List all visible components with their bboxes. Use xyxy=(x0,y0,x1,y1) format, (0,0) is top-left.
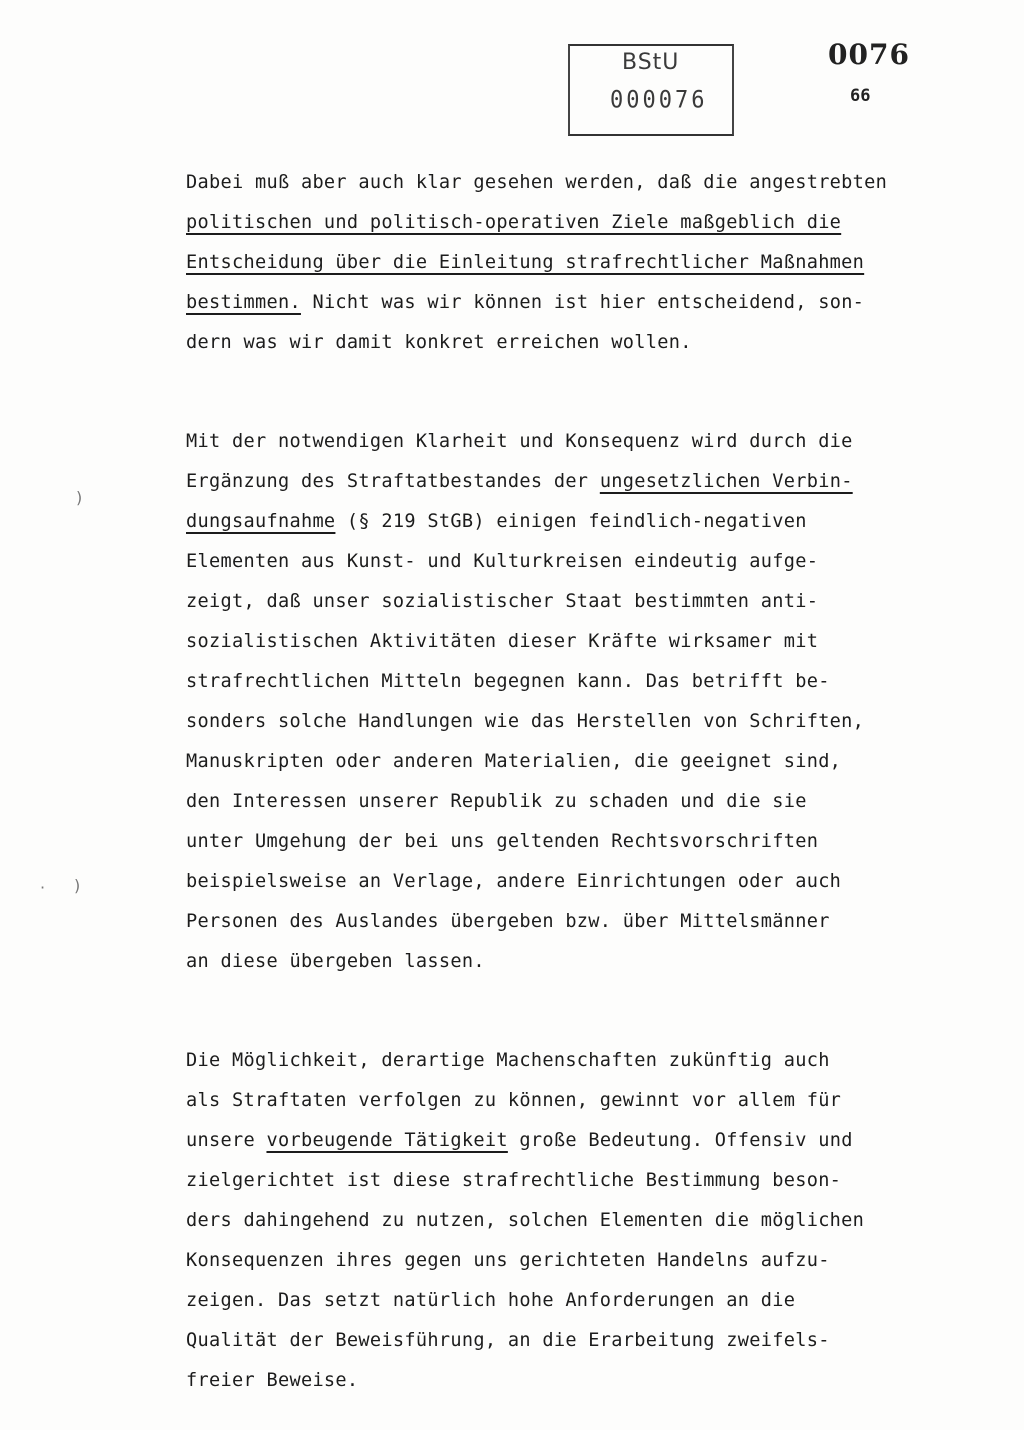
text-segment: an diese übergeben lassen. xyxy=(186,951,485,972)
text-segment: als Straftaten verfolgen zu können, gewinnt vor allem für xyxy=(186,1090,842,1111)
text-line xyxy=(186,1041,946,1081)
text-line xyxy=(186,782,946,822)
margin-dot-mark: · xyxy=(40,878,46,897)
underlined-text: Entscheidung über die Einleitung strafrechtlicher Maßnahmen xyxy=(186,252,865,273)
text-segment: Personen des Auslandes übergeben bzw. über Mittelsmänner xyxy=(186,911,830,932)
text-segment: Mit der notwendigen Klarheit und Konsequenz wird durch die xyxy=(186,431,853,452)
text-line xyxy=(186,1281,946,1321)
text-line xyxy=(186,1361,946,1401)
text-segment: beispielsweise an Verlage, andere Einrichtungen oder auch xyxy=(186,871,842,892)
text-segment: sozialistischen Aktivitäten dieser Kräfte wirksamer mit xyxy=(186,631,819,652)
text-segment: zielgerichtet ist diese strafrechtliche Bestimmung beson- xyxy=(186,1170,842,1191)
text-segment: große Bedeutung. Offensiv und xyxy=(507,1130,853,1151)
text-line xyxy=(186,1081,946,1121)
page-number: 66 xyxy=(850,86,871,106)
text-segment: zeigt, daß unser sozialistischer Staat bestimmten anti- xyxy=(186,591,819,612)
text-segment: Elementen aus Kunst- und Kulturkreisen eindeutig aufge- xyxy=(186,551,819,572)
text-line xyxy=(186,422,946,462)
text-line xyxy=(186,542,946,582)
text-segment: unter Umgehung der bei uns geltenden Rechtsvorschriften xyxy=(186,831,819,852)
text-line xyxy=(186,822,946,862)
folio-number: 0076 xyxy=(828,38,910,71)
text-line xyxy=(186,662,946,702)
text-segment: (§ 219 StGB) einigen feindlich-negativen xyxy=(335,511,807,532)
archive-stamp xyxy=(568,44,734,136)
text-line xyxy=(186,462,946,502)
margin-bracket-mark: ) xyxy=(76,488,83,507)
text-line xyxy=(186,862,946,902)
text-line xyxy=(186,1201,946,1241)
text-segment: Konsequenzen ihres gegen uns gerichteten Handelns aufzu- xyxy=(186,1250,830,1271)
text-segment: zeigen. Das setzt natürlich hohe Anforderungen an die xyxy=(186,1290,796,1311)
text-segment: Ergänzung des Straftatbestandes der xyxy=(186,471,600,492)
text-line xyxy=(186,582,946,622)
stamp-label: BStU xyxy=(622,50,680,75)
text-line xyxy=(186,323,946,363)
paragraph xyxy=(186,1041,946,1401)
underlined-text: vorbeugende Tätigkeit xyxy=(266,1130,508,1151)
paragraph xyxy=(186,163,946,363)
text-line xyxy=(186,283,946,323)
text-line xyxy=(186,742,946,782)
text-line xyxy=(186,622,946,662)
text-segment: sonders solche Handlungen wie das Herstellen von Schriften, xyxy=(186,711,865,732)
text-line xyxy=(186,1161,946,1201)
paragraph xyxy=(186,422,946,982)
stamp-number: 000076 xyxy=(610,86,708,115)
underlined-text: bestimmen. xyxy=(186,292,301,313)
text-segment: Manuskripten oder anderen Materialien, die geeignet sind, xyxy=(186,751,842,772)
text-line xyxy=(186,1241,946,1281)
text-line xyxy=(186,163,946,203)
body-text xyxy=(186,163,946,1430)
underlined-text: ungesetzlichen Verbin- xyxy=(599,471,853,492)
text-segment: freier Beweise. xyxy=(186,1370,359,1391)
margin-bracket-mark: ) xyxy=(74,876,81,895)
text-segment: ders dahingehend zu nutzen, solchen Elementen die möglichen xyxy=(186,1210,865,1231)
text-line xyxy=(186,942,946,982)
text-line xyxy=(186,502,946,542)
text-segment: unsere xyxy=(186,1130,267,1151)
text-segment: dern was wir damit konkret erreichen wollen. xyxy=(186,332,692,353)
text-line xyxy=(186,203,946,243)
text-line xyxy=(186,902,946,942)
underlined-text: politischen und politisch-operativen Ziele maßgeblich die xyxy=(186,212,842,233)
text-line xyxy=(186,243,946,283)
text-line xyxy=(186,1121,946,1161)
text-segment: den Interessen unserer Republik zu schaden und die sie xyxy=(186,791,807,812)
underlined-text: dungsaufnahme xyxy=(186,511,336,532)
text-line xyxy=(186,1321,946,1361)
text-segment: Nicht was wir können ist hier entscheidend, son- xyxy=(300,292,865,313)
text-segment: Qualität der Beweisführung, an die Erarbeitung zweifels- xyxy=(186,1330,830,1351)
text-segment: Dabei muß aber auch klar gesehen werden, daß die angestrebten xyxy=(186,172,888,193)
text-segment: strafrechtlichen Mitteln begegnen kann. Das betrifft be- xyxy=(186,671,830,692)
text-segment: Die Möglichkeit, derartige Machenschaften zukünftig auch xyxy=(186,1050,830,1071)
text-line xyxy=(186,702,946,742)
